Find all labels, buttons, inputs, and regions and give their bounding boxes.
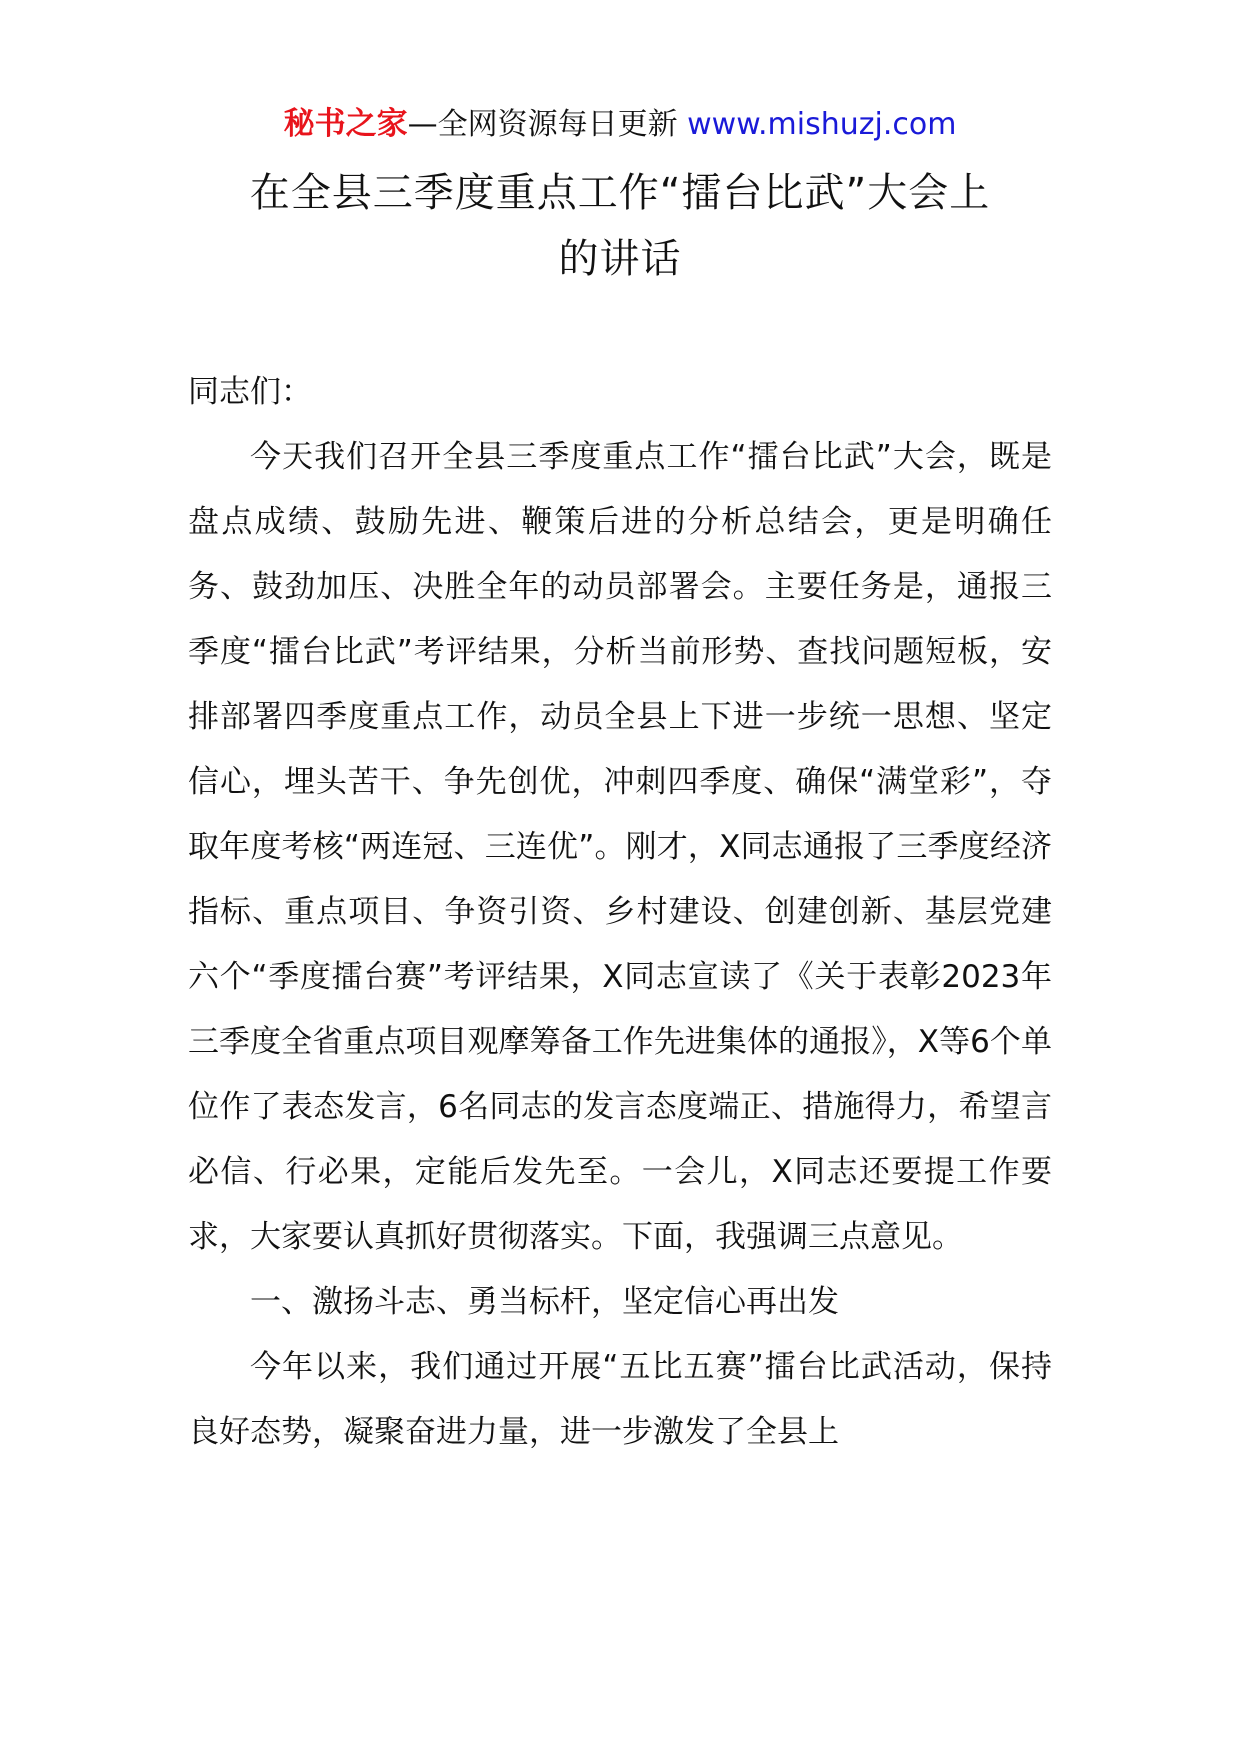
document-body bbox=[188, 360, 1052, 1465]
paragraph: 今年以来，我们通过开展“五比五赛”擂台比武活动，保持良好态势，凝聚奋进力量，进一步激发了全县上 bbox=[188, 1349, 1052, 1450]
salutation: 同志们： bbox=[188, 374, 312, 410]
paragraph: 今天我们召开全县三季度重点工作“擂台比武”大会，既是盘点成绩、鼓励先进、鞭策后进的分析总结会，更是明确任务、鼓劲加压、决胜全年的动员部署会。主要任务是，通报三季度“擂台比武”考评结果，分析当前形势、查找问题短板，安排部署四季度重点工作，动员全县上下进一步统一思想、坚定信心，埋头苦干、争先创优，冲刺四季度、确保“满堂彩”，夺取年度考核“两连冠、三连优”。刚才，X同志通报了三季度经济指标、重点项目、争资引资、乡村建设、创建创新、基层党建六个“季度擂台赛”考评结果，X同志宣读了《关于表彰2023年三季度全省重点项目观摩筹备工作先进集体的通报》，X等6个单位作了表态发言，6名同志的发言态度端正、措施得力，希望言必信、行必果，定能后发先至。一会儿，X同志还要提工作要求，大家要认真抓好贯彻落实。下面，我强调三点意见。 bbox=[188, 439, 1052, 1255]
title-line-1: 在全县三季度重点工作“擂台比武”大会上 bbox=[249, 170, 991, 216]
header-tagline: —全网资源每日更新 bbox=[407, 107, 678, 142]
document-title bbox=[150, 160, 1090, 292]
section-heading: 一、激扬斗志、勇当标杆，坚定信心再出发 bbox=[250, 1284, 839, 1320]
brand-name: 秘书之家 bbox=[283, 106, 408, 142]
title-line-2: 的讲话 bbox=[558, 236, 682, 282]
site-url-link[interactable]: www.mishuzj.com bbox=[687, 107, 957, 142]
site-header bbox=[0, 102, 1240, 147]
